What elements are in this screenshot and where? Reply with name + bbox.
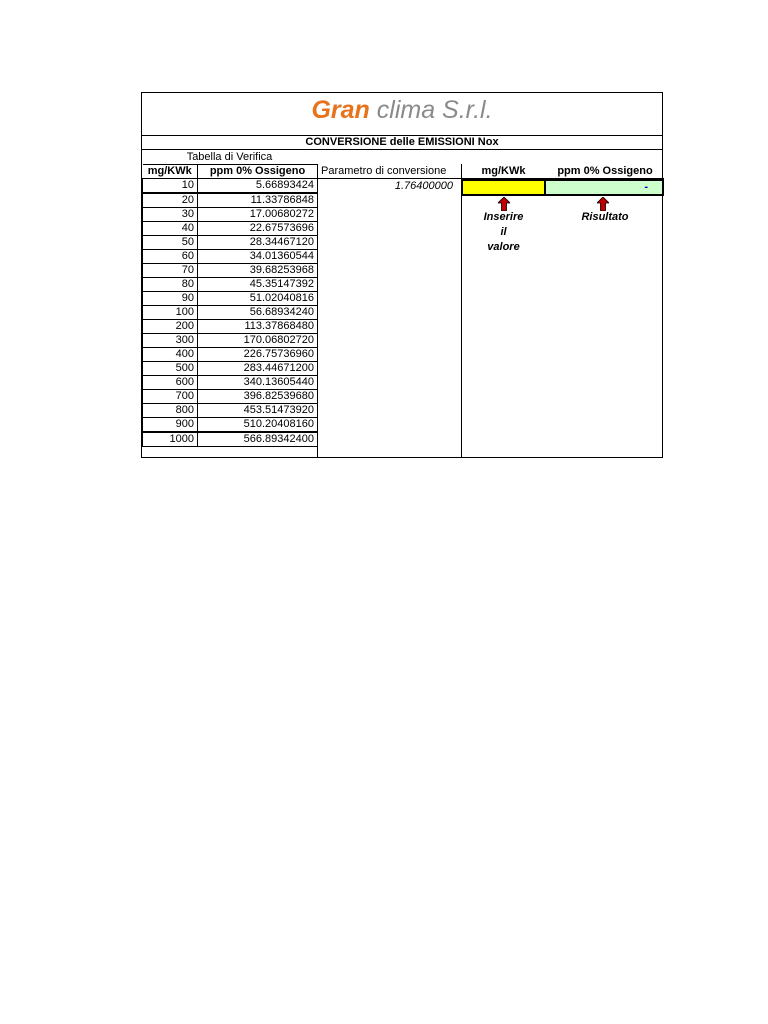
cell-mg[interactable]: 90 [143,292,198,306]
cell-mg[interactable]: 100 [143,306,198,320]
cell-ppm[interactable]: 566.89342400 [198,432,318,447]
cell-mg[interactable]: 200 [143,320,198,334]
input-header: mg/KWk [461,164,546,179]
logo-brand-highlight: Gran [311,96,370,124]
input-note-line: il [500,226,507,238]
table-row[interactable] [143,348,318,362]
cell-ppm[interactable]: 453.51473920 [198,404,318,418]
cell-ppm[interactable]: 226.75736960 [198,348,318,362]
column-divider [461,164,462,458]
table-caption: Tabella di Verifica [186,151,273,163]
cell-mg[interactable]: 400 [143,348,198,362]
cell-mg[interactable]: 1000 [143,432,198,447]
cell-ppm[interactable]: 22.67573696 [198,222,318,236]
cell-ppm[interactable]: 56.68934240 [198,306,318,320]
table-row[interactable] [143,222,318,236]
table-row[interactable] [143,404,318,418]
table-row[interactable] [143,250,318,264]
cell-ppm[interactable]: 39.68253968 [198,264,318,278]
cell-mg[interactable]: 800 [143,404,198,418]
cell-ppm[interactable]: 170.06802720 [198,334,318,348]
cell-mg[interactable]: 900 [143,418,198,433]
input-note [461,210,546,255]
cell-mg[interactable]: 300 [143,334,198,348]
parameter-label: Parametro di conversione [318,164,461,179]
cell-mg[interactable]: 500 [143,362,198,376]
logo-brand-rest: clima S.r.l. [369,96,493,124]
cell-ppm[interactable]: 17.00680272 [198,208,318,222]
cell-mg[interactable]: 600 [143,376,198,390]
ppm-result-cell: - [546,179,664,196]
cell-mg[interactable]: 60 [143,250,198,264]
result-header: ppm 0% Ossigeno [546,164,664,179]
cell-ppm[interactable]: 28.34467120 [198,236,318,250]
table-row[interactable] [143,418,318,433]
cell-ppm[interactable]: 11.33786848 [198,193,318,208]
spreadsheet [141,92,663,458]
table-row[interactable] [143,306,318,320]
table-row[interactable] [143,362,318,376]
mg-kwk-input[interactable] [461,179,546,196]
column-divider [317,164,318,458]
up-arrow-icon [498,197,510,211]
input-note-line: valore [487,241,520,253]
cell-mg[interactable]: 40 [143,222,198,236]
up-arrow-icon [597,197,609,211]
cell-mg[interactable]: 70 [143,264,198,278]
col-header-ppm: ppm 0% Ossigeno [198,165,318,179]
table-row[interactable] [143,179,318,194]
cell-mg[interactable]: 700 [143,390,198,404]
cell-ppm[interactable]: 283.44671200 [198,362,318,376]
table-row[interactable] [143,208,318,222]
table-row[interactable] [143,320,318,334]
table-row[interactable] [143,376,318,390]
cell-mg[interactable]: 10 [143,179,198,194]
col-header-mg: mg/KWk [143,165,198,179]
cell-ppm[interactable]: 5.66893424 [198,179,318,194]
cell-mg[interactable]: 20 [143,193,198,208]
cell-ppm[interactable]: 340.13605440 [198,376,318,390]
cell-ppm[interactable]: 113.37868480 [198,320,318,334]
verification-table [142,164,318,447]
cell-mg[interactable]: 30 [143,208,198,222]
table-row[interactable] [143,390,318,404]
cell-mg[interactable]: 80 [143,278,198,292]
sheet-title: CONVERSIONE delle EMISSIONI Nox [142,136,662,150]
table-row[interactable] [143,432,318,447]
cell-ppm[interactable]: 34.01360544 [198,250,318,264]
cell-ppm[interactable]: 45.35147392 [198,278,318,292]
table-row[interactable] [143,278,318,292]
table-header-row [143,165,318,179]
table-row[interactable] [143,236,318,250]
company-logo [142,93,662,136]
parameter-value[interactable]: 1.76400000 [394,180,453,192]
table-row[interactable] [143,334,318,348]
cell-ppm[interactable]: 51.02040816 [198,292,318,306]
cell-ppm[interactable]: 510.20408160 [198,418,318,433]
table-row[interactable] [143,264,318,278]
table-row[interactable] [143,292,318,306]
input-note-line: Inserire [483,211,524,223]
result-note: Risultato [581,211,629,223]
cell-ppm[interactable]: 396.82539680 [198,390,318,404]
cell-mg[interactable]: 50 [143,236,198,250]
table-row[interactable] [143,193,318,208]
